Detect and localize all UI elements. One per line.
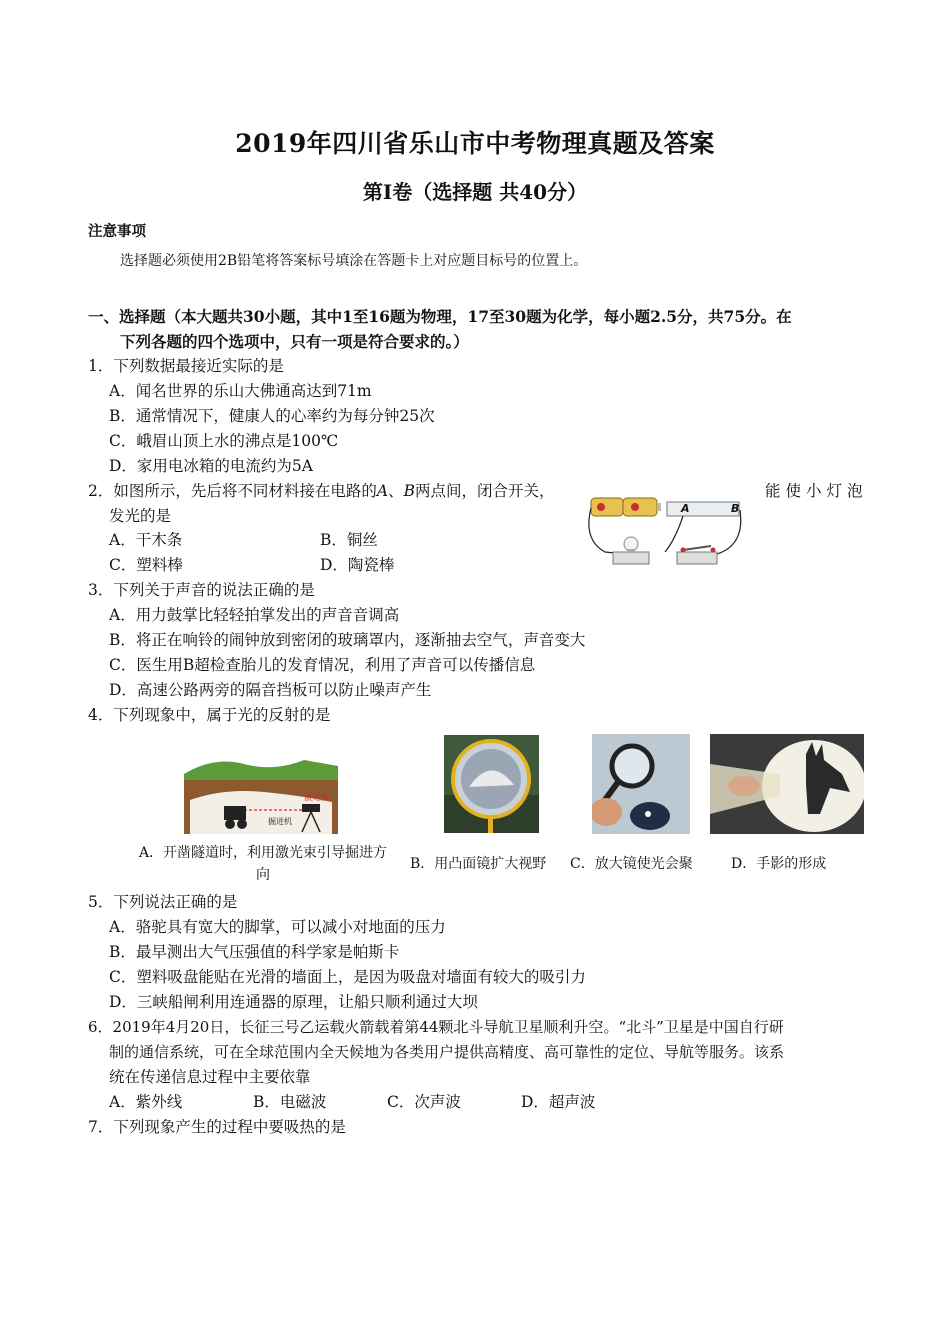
hand-shadow-image xyxy=(710,734,864,834)
circuit-diagram xyxy=(585,490,745,572)
stem-text: 2．如图所示，先后将不同材料接在电路的 xyxy=(88,482,377,500)
tunnel-laser-image xyxy=(184,752,338,834)
stem-text-end: 两点间，闭合开关， xyxy=(414,482,555,500)
question-stem-line3: 统在传递信息过程中主要依靠 xyxy=(109,1068,311,1086)
document-title: 2019年四川省乐山市中考物理真题及答案 xyxy=(235,129,715,158)
option-c: C．塑料吸盘能贴在光滑的墙面上，是因为吸盘对墙面有较大的吸引力 xyxy=(109,968,586,986)
option-d: D．超声波 xyxy=(521,1093,596,1111)
figure-label-b: B xyxy=(731,502,740,515)
section-heading-line1: 一、选择题（本大题共30小题，其中1至16题为物理，17至30题为化学，每小题2.5分，共75分。在 xyxy=(88,307,792,326)
question-stem-line2: 发光的是 xyxy=(109,507,172,525)
option-b: B．电磁波 xyxy=(253,1093,327,1111)
laser-label: 激光器 xyxy=(304,793,328,802)
stem-separator: 、 xyxy=(388,482,404,500)
question-stem-line2: 制的通信系统，可在全球范围内全天候地为各类用户提供高精度、高可靠性的定位、导航等服务。该系 xyxy=(109,1043,785,1061)
question-stem: 5．下列说法正确的是 xyxy=(88,893,238,911)
option-a: A．闻名世界的乐山大佛通高达到71m xyxy=(109,382,372,400)
notice-heading: 注意事项 xyxy=(88,223,146,240)
notice-body: 选择题必须使用2B铅笔将答案标号填涂在答题卡上对应题目标号的位置上。 xyxy=(120,253,588,269)
point-b-label: B xyxy=(403,482,415,500)
point-a-label: A xyxy=(376,482,389,500)
section-heading-line2: 下列各题的四个选项中，只有一项是符合要求的。） xyxy=(120,332,469,351)
question-stem-continued: 能使小灯泡 xyxy=(765,482,868,500)
section-subtitle: 第Ⅰ卷（选择题 共40分） xyxy=(362,180,588,204)
question-stem: 3．下列关于声音的说法正确的是 xyxy=(88,581,315,599)
option-d: D．家用电冰箱的电流约为5A xyxy=(109,457,313,475)
option-c: C．放大镜使光会聚 xyxy=(570,856,693,872)
option-c: C．塑料棒 xyxy=(109,556,183,574)
question-stem xyxy=(88,479,555,504)
option-d: D．手影的形成 xyxy=(731,856,827,872)
magnifier-image xyxy=(592,734,690,834)
question-7-stem: 7．下列现象产生的过程中要吸热的是 xyxy=(88,1118,346,1136)
option-b: B．最早测出大气压强值的科学家是帕斯卡 xyxy=(109,943,400,961)
option-b: B．将正在响铃的闹钟放到密闭的玻璃罩内，逐渐抽去空气，声音变大 xyxy=(109,631,586,649)
option-a: A．用力鼓掌比轻轻拍掌发出的声音音调高 xyxy=(109,606,400,624)
convex-mirror-image xyxy=(444,735,539,833)
option-a: A．干木条 xyxy=(109,531,183,549)
option-a xyxy=(105,842,421,886)
question-stem: 1．下列数据最接近实际的是 xyxy=(88,357,284,375)
option-a: A．骆驼具有宽大的脚掌，可以减小对地面的压力 xyxy=(109,918,446,936)
question-stem-line1: 6．2019年4月20日，长征三号乙运载火箭载着第44颗北斗导航卫星顺利升空。“北斗”卫星是中国自行研 xyxy=(88,1018,784,1036)
option-d: D．陶瓷棒 xyxy=(320,556,395,574)
option-c: C．峨眉山顶上水的沸点是100℃ xyxy=(109,432,339,450)
option-c: C．次声波 xyxy=(387,1093,461,1111)
figure-label-a: A xyxy=(681,502,690,515)
option-b: B．用凸面镜扩大视野 xyxy=(410,856,547,872)
option-a-line2: 向 xyxy=(256,867,270,883)
option-d: D．高速公路两旁的隔音挡板可以防止噪声产生 xyxy=(109,681,432,699)
option-c: C．医生用B超检查胎儿的发育情况，利用了声音可以传播信息 xyxy=(109,656,536,674)
machine-label: 掘进机 xyxy=(268,817,292,826)
option-a: A．紫外线 xyxy=(109,1093,183,1111)
option-d: D．三峡船闸利用连通器的原理，让船只顺利通过大坝 xyxy=(109,993,478,1011)
option-a-line1: A．开凿隧道时，利用激光束引导掘进方 xyxy=(138,845,388,861)
question-stem: 4．下列现象中，属于光的反射的是 xyxy=(88,706,331,724)
option-b: B．通常情况下，健康人的心率约为每分钟25次 xyxy=(109,407,435,425)
option-b: B．铜丝 xyxy=(320,531,378,549)
